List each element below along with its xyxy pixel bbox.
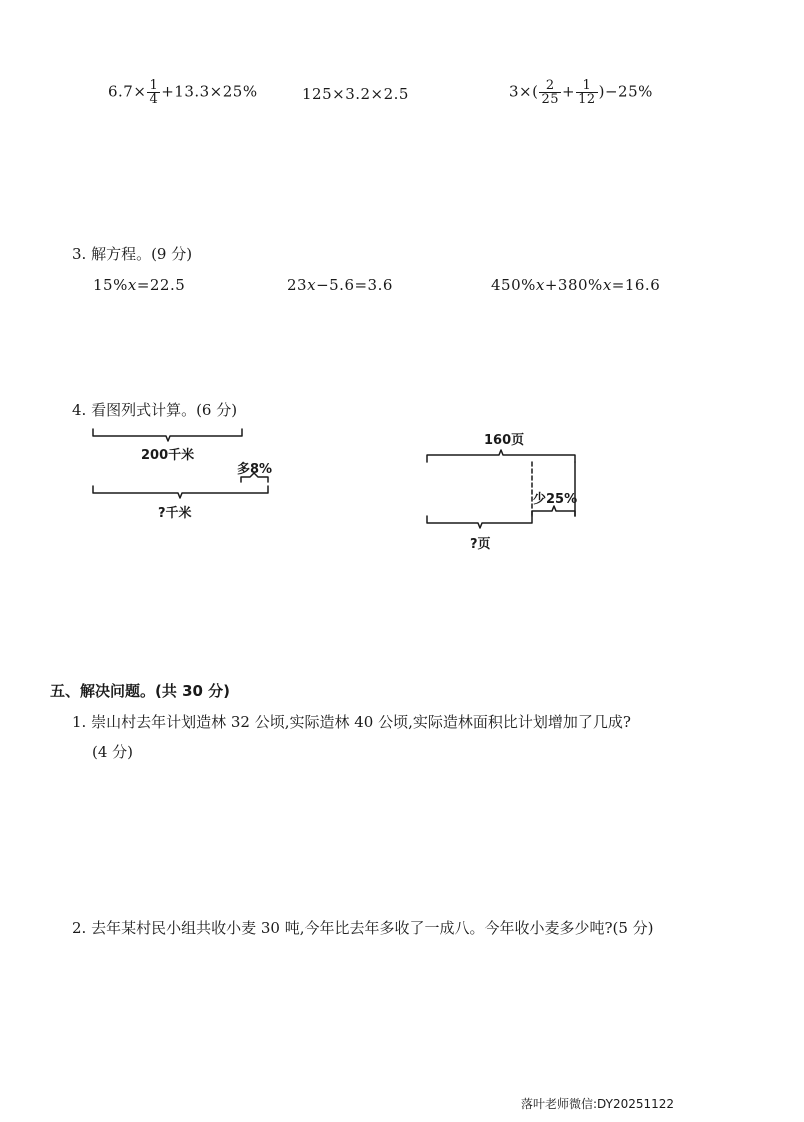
q4-title: 4. 看图列式计算。(6 分) [72, 401, 238, 419]
fraction-denominator: 4 [149, 92, 159, 107]
diagram2-less-brace [532, 506, 575, 516]
fraction-denominator: 12 [578, 92, 596, 107]
eq2-part-b: −5.6=3.6 [316, 276, 393, 294]
fraction-numerator: 1 [576, 79, 598, 93]
eq2-variable: x [307, 276, 317, 294]
eq3-part-c: =16.6 [611, 276, 661, 294]
q3-title: 3. 解方程。(9 分) [72, 245, 193, 263]
problem1-line1: 1. 崇山村去年计划造林 32 公顷,实际造林 40 公顷,实际造林面积比计划增加了几成? [72, 713, 631, 731]
expr2-text: 125×3.2×2.5 [302, 85, 409, 103]
eq2-part-a: 23 [287, 276, 308, 294]
expr3-part-b: )−25% [598, 82, 653, 101]
expr3-plus: + [562, 82, 576, 101]
diagram2-less-label: 少25% [533, 492, 578, 507]
diagram2-top-label: 160页 [484, 433, 525, 448]
fraction-denominator: 25 [541, 92, 560, 107]
eq1-part-a: 15% [93, 276, 128, 294]
eq1-part-b: =22.5 [136, 276, 186, 294]
diagram2-top-brace [427, 450, 575, 462]
expr1-part-b: +13.3×25% [161, 82, 258, 101]
eq3-variable-2: x [602, 276, 612, 294]
diagram1-top-brace [93, 429, 242, 441]
section5-title: 五、解决问题。(共 30 分) [50, 682, 231, 700]
eq1-variable: x [127, 276, 137, 294]
expr3-part-a: 3×( [509, 82, 539, 101]
diagram1-top-label: 200千米 [141, 448, 195, 463]
eq3-part-a: 450% [491, 276, 536, 294]
fraction-numerator: 1 [149, 78, 159, 93]
eq3-variable-1: x [535, 276, 545, 294]
diagram1-bottom-label: ?千米 [158, 506, 192, 521]
diagram1-bottom-brace [93, 486, 268, 498]
eq3-part-b: +380% [544, 276, 603, 294]
diagram1-extra-label: 多8% [237, 462, 273, 477]
problem2-line1: 2. 去年某村民小组共收小麦 30 吨,今年比去年多收了一成八。今年收小麦多少吨?(5 分) [72, 919, 654, 937]
fraction-numerator: 2 [539, 79, 561, 93]
diagram2-bottom-label: ?页 [470, 537, 491, 552]
diagram2-bottom-brace [427, 516, 532, 528]
expr1-part-a: 6.7× [108, 82, 147, 101]
footer-contact: 落叶老师微信:DY20251122 [521, 1097, 675, 1111]
problem1-line2: (4 分) [92, 743, 134, 761]
